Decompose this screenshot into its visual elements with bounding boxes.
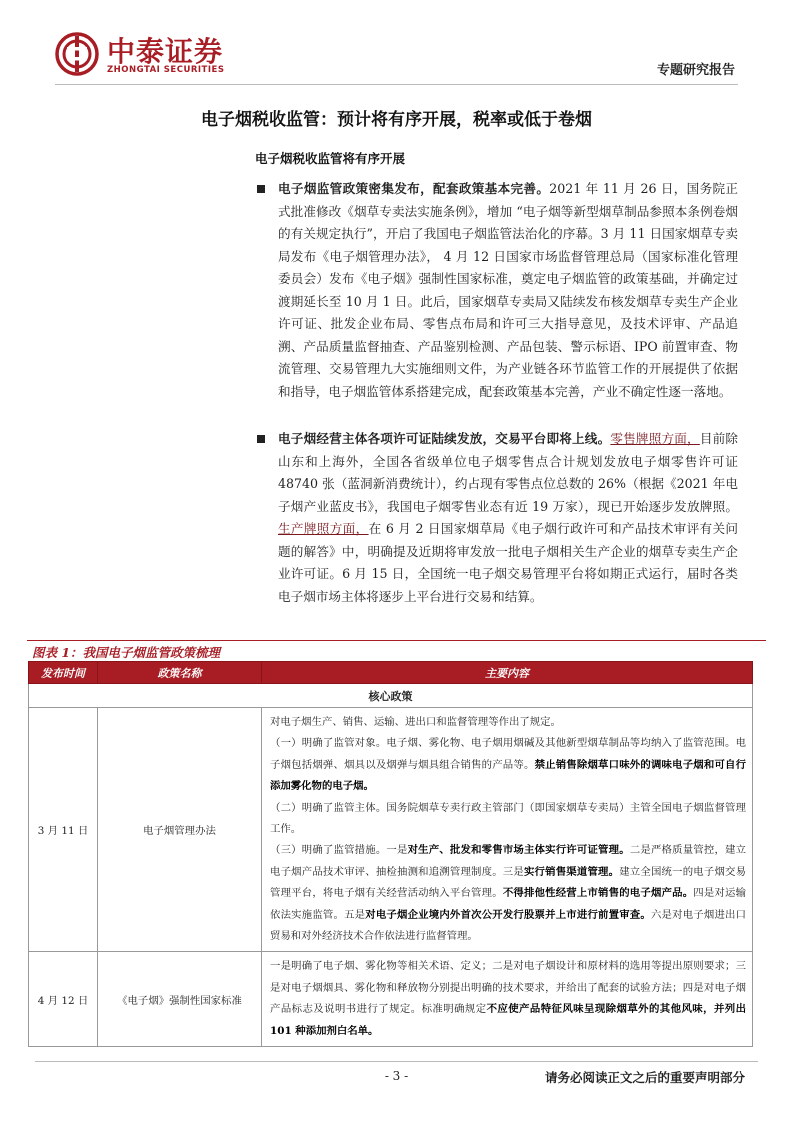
content-text: 二是严格质量管控，建立电子烟产品技术审评、抽检抽测和追溯管理制度。三是 (270, 844, 747, 878)
table-section-row (29, 684, 753, 708)
content-emphasis: 对生产、批发和零售市场主体实行许可证管理。 (407, 844, 630, 857)
bullet-text: 2021 年 11 月 26 日，国务院正式批准修改《烟草专卖法实施条例》，增加 “电子烟等新型烟草制品参照本条例卷烟的有关规定执行”，开启了我国电子烟监管法治化的序幕。3 月 11 日国家烟草专卖局发布《电子烟管理办法》， 4 月 12 日国家市场监督管理总局（国家标准化管理委员会）发布《电子烟》强制性国家标准，奠定电子烟监管的政策基础，并确定过渡期延长至 10 月 1 日。此后，国家烟草专卖局又陆续发布核发烟草专卖生产企业许可证、批发企业布局、零售点布局和许可三大指导意见，及技术评审、产品追溯、产品质量监督抽查、产品鉴别检测、产品包装、警示标语、IPO 前置审查、物流管理、交易管理九大实施细则文件，为产业链各环节监管工作的开展提供了依据和指导，电子烟监管体系搭建完成，配套政策基本完善，产业不确定性逐一落地。 (278, 181, 738, 399)
policy-table (28, 661, 753, 1047)
report-type-label: 专题研究报告 (656, 63, 735, 78)
content-emphasis: 对电子烟企业境内外首次公开发行股票并上市进行前置审查。 (365, 908, 651, 921)
square-bullet-icon (257, 435, 265, 443)
figure-top-rule (27, 640, 766, 641)
content-emphasis: 实行销售渠道管理。 (523, 865, 620, 878)
page-title: 电子烟税收监管：预计将有序开展，税率或低于卷烟 (201, 110, 592, 130)
content-paragraph (270, 956, 746, 1042)
row-date: 3 月 11 日 (29, 708, 98, 952)
row-content (262, 708, 753, 952)
content-emphasis: 禁止销售除烟草口味外的调味电子烟和可自行添加雾化物的电子烟。 (270, 758, 747, 793)
bullet-text: 在 6 月 2 日国家烟草局《电子烟行政许可和产品技术审评有关问题的解答》中，明确提及近期将审发放一批电子烟相关生产企业的烟草专卖生产企业许可证。6 月 15 日，全国统一电子烟交易管理平台将如期正式运行，届时各类电子烟市场主体将逐步上平台进行交易和结算。 (278, 521, 738, 604)
zhongtai-logo-icon (55, 32, 99, 76)
section-subtitle: 电子烟税收监管将有序开展 (255, 151, 406, 166)
footer-divider (35, 1061, 758, 1062)
square-bullet-icon (257, 185, 265, 193)
bullet-paragraph-policy (278, 178, 738, 403)
content-text: 建立全国统一的电子烟交易管理平台，将电子烟有关经营活动纳入平台管理。 (270, 865, 747, 900)
row-content (262, 952, 753, 1047)
logo-chinese-name: 中泰证券 (107, 35, 224, 68)
header-divider (55, 84, 738, 85)
table-row (29, 708, 753, 952)
section-label: 核心政策 (29, 684, 753, 708)
figure-title: 图表 1：我国电子烟监管政策梳理 (32, 645, 221, 660)
content-text: （一）明确了监管对象。电子烟、雾化物、电子烟用烟碱及其他新型烟草制品等均纳入了监管范围。电子烟包括烟弹、烟具以及烟弹与烟具组合销售的产品等。 (270, 737, 746, 771)
company-logo (55, 32, 245, 80)
content-emphasis: 不得排他性经营上市销售的电子烟产品。 (502, 887, 694, 900)
bullet-text: 目前除山东和上海外，全国各省级单位电子烟零售点合计规划发放电子烟零售许可证 48740 张（蓝洞新消费统计），约占现有零售点位总数的 26%（根据《2021 年电子烟产业蓝皮书》，我国电子烟零售业态有近 19 万家），现已开始逐步发放牌照。 (278, 431, 739, 514)
production-license-heading: 生产牌照方面， (278, 521, 369, 536)
col-header-content: 主要内容 (262, 662, 753, 684)
table-header-row (29, 662, 753, 684)
content-paragraph: （二）明确了监管主体。国务院烟草专卖行政主管部门（即国家烟草专卖局）主管全国电子烟监督管理工作。 (270, 801, 746, 836)
content-emphasis: 不应使产品特征风味呈现除烟草外的其他风味，并列出 101 种添加剂白名单。 (270, 1003, 746, 1037)
page-number: - 3 - (384, 1069, 409, 1083)
bullet-lead: 电子烟经营主体各项许可证陆续发放，交易平台即将上线。 (278, 431, 611, 446)
content-paragraph (270, 840, 746, 947)
logo-english-name: ZHONGTAI SECURITIES (107, 65, 225, 75)
row-policy-name: 电子烟管理办法 (98, 708, 262, 952)
table-row (29, 952, 753, 1047)
row-date: 4 月 12 日 (29, 952, 98, 1047)
col-header-policy-name: 政策名称 (98, 662, 262, 684)
content-text: 六是对电子烟进出口贸易和对外经济技术合作依法进行监督管理。 (270, 908, 747, 943)
col-header-date: 发布时间 (29, 662, 98, 684)
bullet-lead: 电子烟监管政策密集发布，配套政策基本完善。 (278, 181, 550, 196)
bullet-paragraph-licenses (278, 428, 738, 608)
content-text: （三）明确了监管措施。一是 (270, 844, 408, 857)
retail-license-heading: 零售牌照方面， (610, 431, 700, 446)
content-text: 四是对运输依法实施监管。五是 (270, 887, 747, 921)
content-paragraph (270, 733, 746, 797)
disclaimer-note: 请务必阅读正文之后的重要声明部分 (544, 1070, 745, 1085)
row-policy-name: 《电子烟》强制性国家标准 (98, 952, 262, 1047)
content-text: 一是明确了电子烟、雾化物等相关术语、定义；二是对电子烟设计和原材料的选用等提出原则要求；三是对电子烟烟具、雾化物和释放物分别提出明确的技术要求，并给出了配套的试验方法；四是对电子烟产品标志及说明书进行了规定。标准明确规定 (270, 960, 746, 1016)
content-paragraph: 对电子烟生产、销售、运输、进出口和监督管理等作出了规定。 (270, 716, 561, 728)
